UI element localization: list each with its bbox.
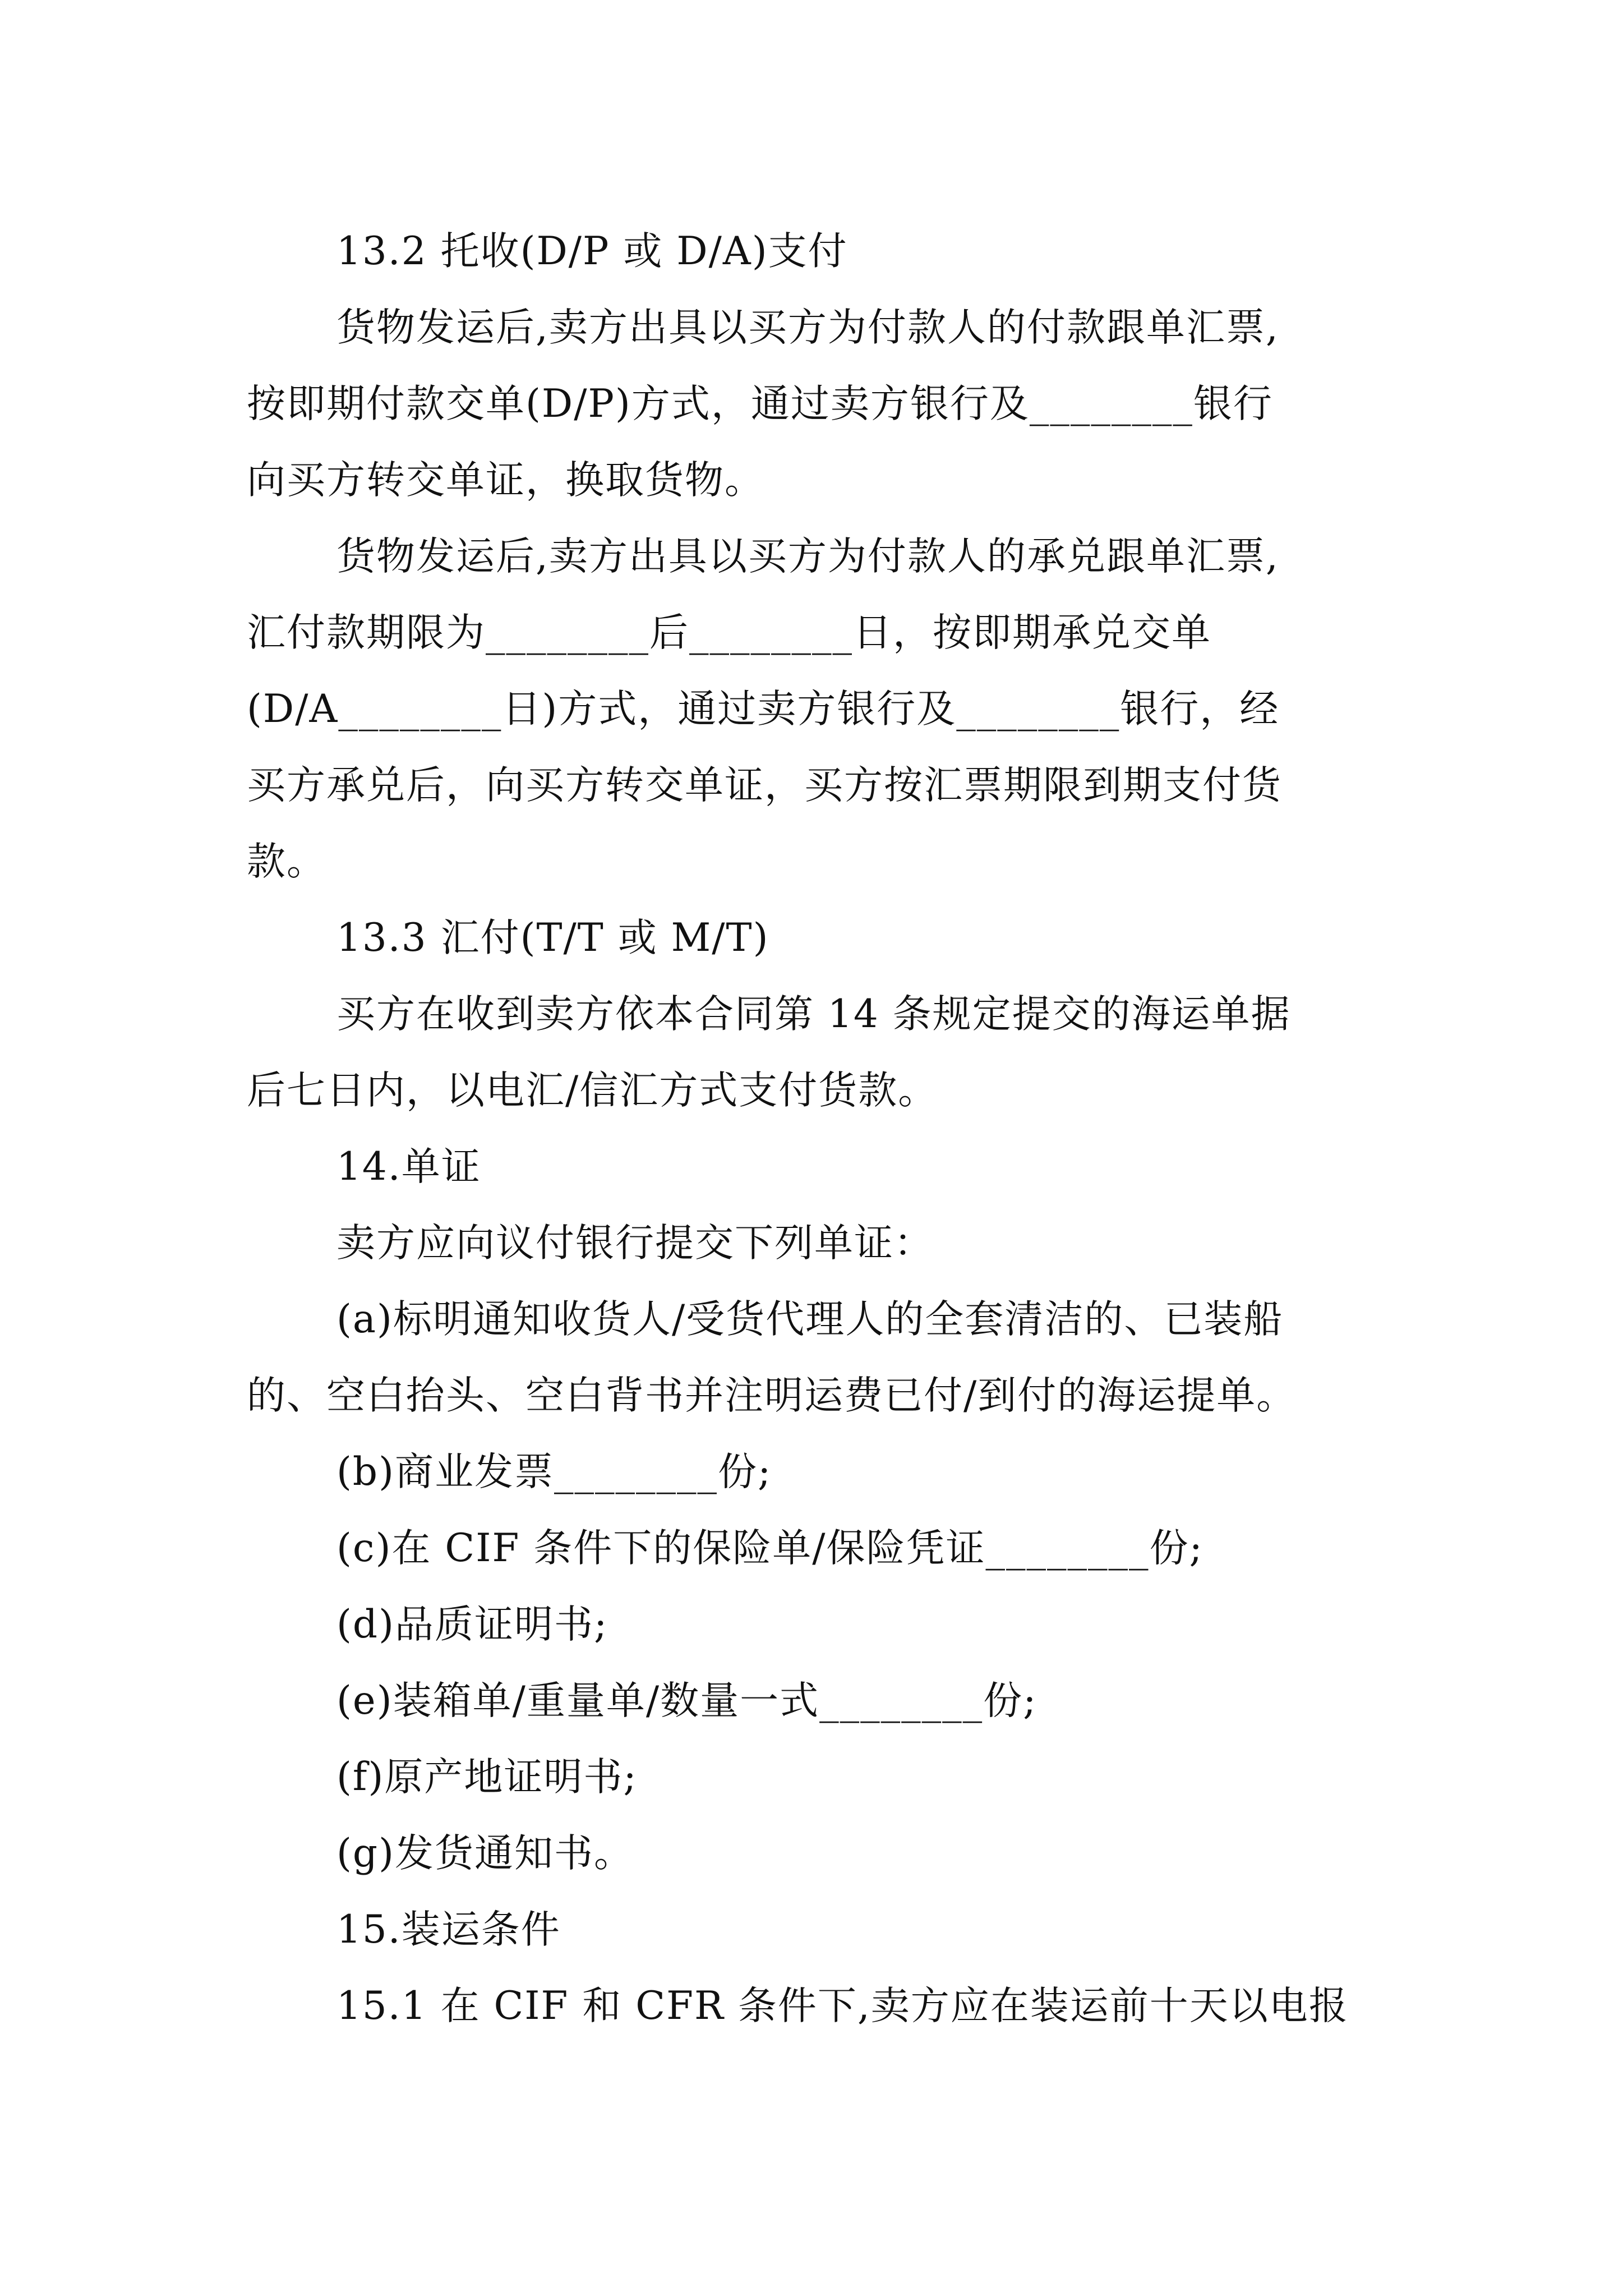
paragraph-line: 按即期付款交单(D/P)方式，通过卖方银行及________银行 xyxy=(247,381,1273,426)
list-item-b: (b)商业发票________份; xyxy=(336,1450,772,1494)
paragraph-line: 买方在收到卖方依本合同第 14 条规定提交的海运单据 xyxy=(336,992,1291,1037)
section-heading-13-3: 13.3 汇付(T/T 或 M/T) xyxy=(336,915,769,960)
paragraph-line: 款。 xyxy=(247,839,326,884)
paragraph-line: 货物发运后,卖方出具以买方为付款人的付款跟单汇票, xyxy=(336,305,1279,350)
paragraph-line: 货物发运后,卖方出具以买方为付款人的承兑跟单汇票, xyxy=(336,534,1279,579)
list-item-c: (c)在 CIF 条件下的保险单/保险凭证________份; xyxy=(336,1526,1204,1571)
paragraph-line: 卖方应向议付银行提交下列单证： xyxy=(336,1221,934,1266)
list-item-a: (a)标明通知收货人/受货代理人的全套清洁的、已装船 xyxy=(336,1297,1284,1342)
list-item-f: (f)原产地证明书; xyxy=(336,1755,638,1800)
paragraph-line: 15.1 在 CIF 和 CFR 条件下,卖方应在装运前十天以电报 xyxy=(336,1984,1349,2028)
section-heading-15: 15.装运条件 xyxy=(336,1907,561,1952)
list-item-g: (g)发货通知书。 xyxy=(336,1831,634,1876)
document-body xyxy=(247,213,1396,2044)
paragraph-line: 买方承兑后，向买方转交单证，买方按汇票期限到期支付货 xyxy=(247,763,1282,808)
section-heading-14: 14.单证 xyxy=(336,1144,481,1189)
paragraph-line: 向买方转交单证，换取货物。 xyxy=(247,458,764,503)
list-item-a-continued: 的、空白抬头、空白背书并注明运费已付/到付的海运提单。 xyxy=(247,1373,1297,1418)
paragraph-line: (D/A________日)方式，通过卖方银行及________银行，经 xyxy=(247,687,1280,731)
list-item-e: (e)装箱单/重量单/数量一式________份; xyxy=(336,1678,1038,1723)
list-item-d: (d)品质证明书; xyxy=(336,1602,608,1647)
paragraph-line: 后七日内，以电汇/信汇方式支付货款。 xyxy=(247,1068,938,1113)
paragraph-line: 汇付款期限为________后________日，按即期承兑交单 xyxy=(247,610,1211,655)
section-heading-13-2: 13.2 托收(D/P 或 D/A)支付 xyxy=(336,229,848,274)
